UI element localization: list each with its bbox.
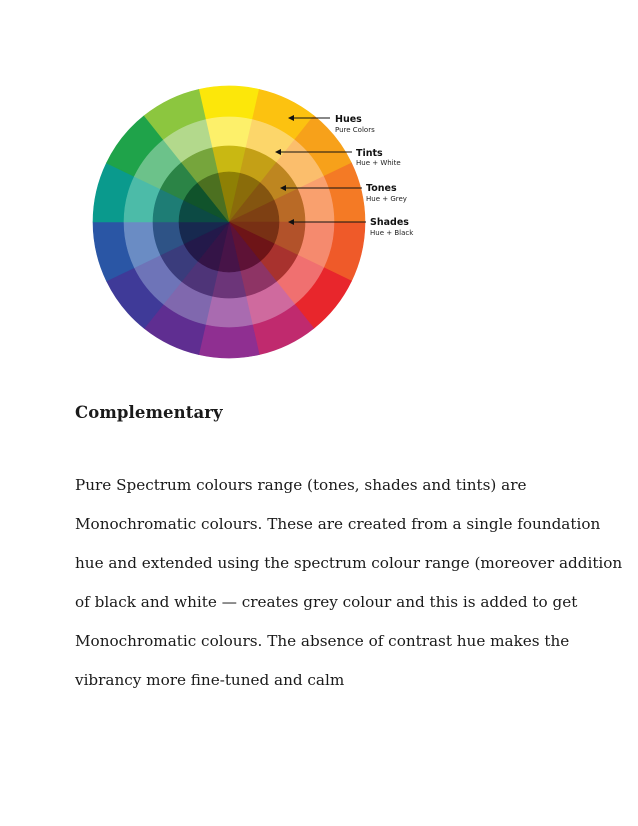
tints-ring-segment — [206, 296, 253, 327]
hues-ring-segment — [199, 324, 260, 358]
hues-ring-segment — [199, 86, 260, 120]
color-wheel-diagram — [90, 82, 420, 362]
tints-sublabel: Hue + White — [356, 159, 401, 167]
paragraph-line: vibrancy more fine-tuned and calm — [75, 671, 345, 689]
paragraph-line: of black and white — creates grey colour and this is added to get — [75, 593, 578, 611]
color-wheel-figure — [90, 82, 420, 362]
tints-ring-segment — [206, 117, 253, 148]
hues-sublabel: Pure Colors — [335, 126, 375, 134]
shades-sublabel: Hue + Black — [370, 229, 414, 237]
tints-label: Tints — [356, 148, 383, 159]
tones-sublabel: Hue + Grey — [366, 195, 407, 203]
shades-label: Shades — [370, 217, 409, 228]
paragraph-line: Monochromatic colours. The absence of contrast hue makes the — [75, 632, 570, 650]
hues-label: Hues — [335, 114, 362, 125]
paragraph-line: hue and extended using the spectrum colour range (moreover addition — [75, 554, 623, 572]
paragraph-line: Pure Spectrum colours range (tones, shades and tints) are — [75, 476, 527, 494]
tones-label: Tones — [366, 183, 397, 194]
body-paragraph — [75, 474, 623, 708]
section-heading: Complementary — [75, 403, 223, 422]
paragraph-line: Monochromatic colours. These are created from a single foundation — [75, 515, 601, 533]
